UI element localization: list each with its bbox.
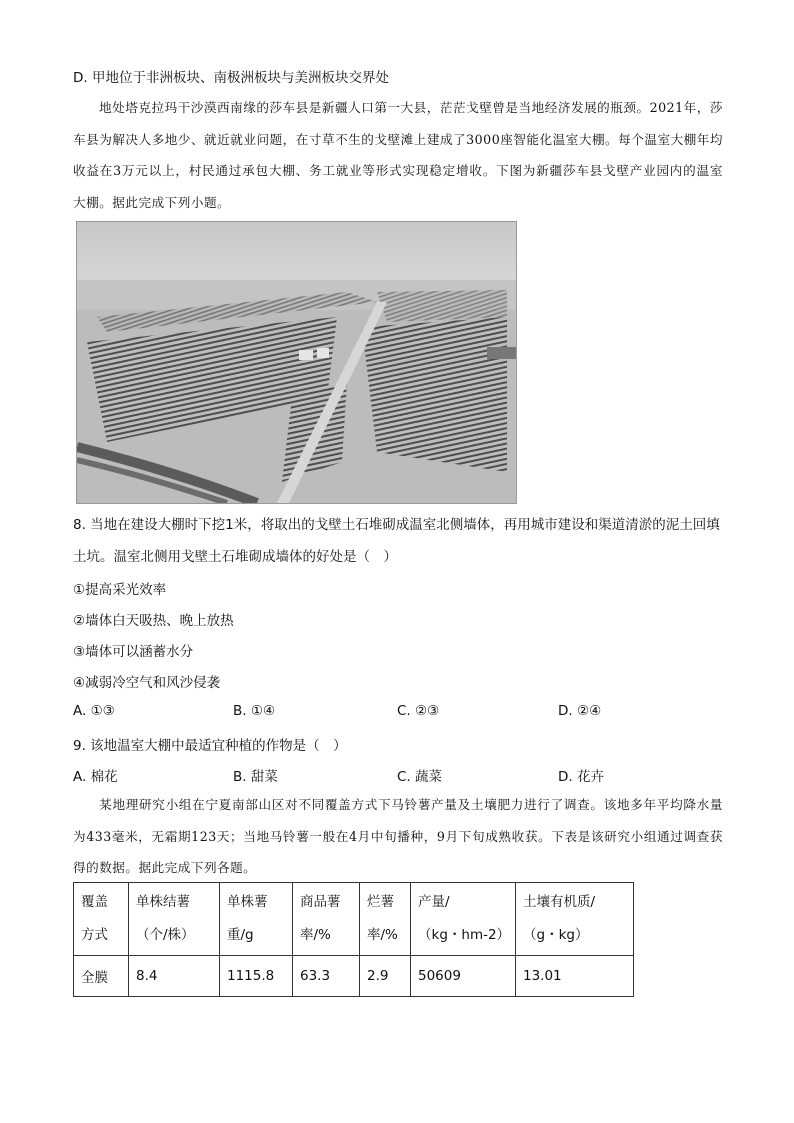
passage-ningxia: 某地理研究小组在宁夏南部山区对不同覆盖方式下马铃薯产量及土壤肥力进行了调查。该地多年平均降水量为433毫米，无霜期123天；当地马铃薯一般在4月中旬播种，9月下旬成熟收获。下表是该研究小组通过调查获得的数据。据此完成下列各题。 (73, 797, 723, 875)
table-header-cell: 单株结薯 （个/株） (129, 883, 220, 956)
table-row (74, 956, 634, 997)
q9-option-b[interactable]: B. 甜菜 (233, 769, 278, 785)
question-8-stem: 8. 当地在建设大棚时下挖1米，将取出的戈壁土石堆砌成温室北侧墙体，再用城市建设和渠道清淤的泥土回填土坑。温室北侧用戈壁土石堆砌成墙体的好处是（ ） (73, 517, 720, 565)
q8-item-1: ①提高采光效率 (73, 582, 167, 598)
table-header-cell: 产量/ （kg・hm-2） (411, 883, 516, 956)
q8-item-4: ④减弱冷空气和风沙侵袭 (73, 675, 221, 691)
question-9-stem: 9. 该地温室大棚中最适宜种植的作物是（ ） (73, 738, 347, 754)
table-header-cell: 覆盖 方式 (74, 883, 129, 956)
q8-item-2: ②墙体白天吸热、晚上放热 (73, 613, 234, 629)
table-cell: 50609 (411, 956, 516, 997)
table-cell: 13.01 (516, 956, 634, 997)
q9-option-c[interactable]: C. 蔬菜 (397, 769, 443, 785)
table-cell: 8.4 (129, 956, 220, 997)
greenhouse-aerial-photo (76, 221, 517, 504)
q8-item-3: ③墙体可以涵蓄水分 (73, 644, 194, 660)
passage-shache: 地处塔克拉玛干沙漠西南缘的莎车县是新疆人口第一大县，茫茫戈壁曾是当地经济发展的瓶颈。2021年，莎车县为解决人多地少、就近就业问题，在寸草不生的戈壁滩上建成了3000座智能化温室大棚。每个温室大棚年均收益在3万元以上，村民通过承包大棚、务工就业等形式实现稳定增收。下图为新疆莎车县戈壁产业园内的温室大棚。据此完成下列小题。 (73, 100, 723, 210)
table-header-cell: 单株薯 重/g (220, 883, 293, 956)
q8-option-a[interactable]: A. ①③ (73, 703, 115, 719)
table-cell: 1115.8 (220, 956, 293, 997)
table-cell: 全膜 (74, 956, 129, 997)
q8-option-b[interactable]: B. ①④ (233, 703, 276, 719)
table-cell: 63.3 (293, 956, 360, 997)
table-header-cell: 烂薯 率/% (360, 883, 411, 956)
q9-option-d[interactable]: D. 花卉 (558, 769, 604, 785)
table-header-cell: 商品薯 率/% (293, 883, 360, 956)
q9-option-a[interactable]: A. 棉花 (73, 769, 118, 785)
table-header-row (74, 883, 634, 956)
potato-data-table (73, 882, 634, 997)
table-header-cell: 土壤有机质/ （g・kg） (516, 883, 634, 956)
q8-option-d[interactable]: D. ②④ (558, 703, 602, 719)
prev-option-d: D. 甲地位于非洲板块、南极洲板块与美洲板块交界处 (73, 70, 389, 86)
q8-option-c[interactable]: C. ②③ (397, 703, 440, 719)
table-cell: 2.9 (360, 956, 411, 997)
